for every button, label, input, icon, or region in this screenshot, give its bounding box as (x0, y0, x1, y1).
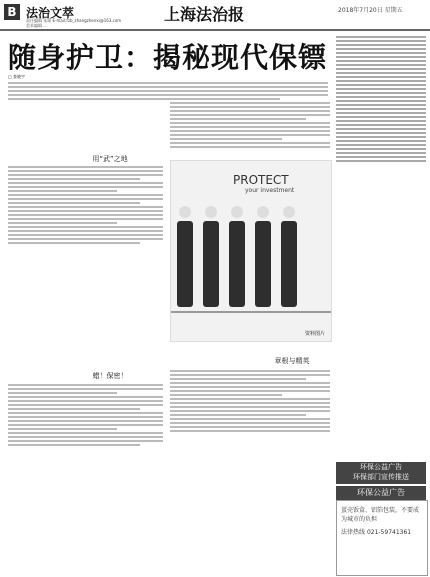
masthead: 上海法治报 (164, 5, 245, 24)
bodyguard-head-1 (179, 206, 191, 218)
bodyguard-figure-1 (177, 221, 193, 307)
bodyguard-figure-2 (203, 221, 219, 307)
phone-label: 法律热线 (341, 529, 366, 536)
photo-text-line1: PROTECT (233, 173, 289, 187)
band-line-2: 环保部门宣传推送 (353, 473, 409, 481)
bodyguard-head-4 (257, 206, 269, 218)
band-line-1: 环保公益广告 (360, 463, 402, 471)
middle-column-body-2 (170, 368, 330, 568)
sidebar-band (336, 462, 426, 484)
section-heading-1: 用“武”之地 (92, 155, 128, 163)
bodyguard-head-3 (231, 206, 243, 218)
bodyguard-figure-3 (229, 221, 245, 307)
phone-number: 021-59741361 (366, 529, 412, 536)
section-title: 法治文萃 (26, 6, 75, 20)
article-title: 随身护卫：揭秘现代保镖 (8, 41, 328, 74)
section-heading-3: 蜡！保密！ (92, 372, 128, 380)
header-rule (0, 29, 430, 31)
photo-caption: 资料图片 (304, 331, 325, 337)
left-column-body (8, 164, 163, 364)
photo-floor (171, 311, 331, 313)
author: □ 查晓宇 (8, 74, 26, 79)
bodyguard-head-2 (205, 206, 217, 218)
photo-text-line2: your investment (245, 187, 295, 194)
left-column-body-2 (8, 382, 163, 572)
contact-line-1: 责任编辑 张琛 E-mail:fzb_zhangzhenxi@163.com (26, 18, 122, 23)
lead-paragraph (8, 80, 328, 102)
bodyguard-figure-5 (281, 221, 297, 307)
ad-box (336, 500, 428, 576)
section-heading-2: 章根与精英 (274, 357, 310, 365)
article-photo (170, 160, 332, 342)
right-column-list (336, 34, 426, 464)
section-logo: B (4, 4, 20, 20)
ad-body: 蛋壳饭盒、铝箔包装，不要成为城市的负担 (341, 507, 420, 523)
bodyguard-figure-4 (255, 221, 271, 307)
bodyguard-head-5 (283, 206, 295, 218)
date: 2018年7月20日 星期五 (338, 7, 403, 14)
contact-line-2: 美术编辑 ... (26, 23, 48, 28)
middle-column-body (170, 100, 330, 150)
ad-title: 环保公益广告 (336, 486, 426, 500)
